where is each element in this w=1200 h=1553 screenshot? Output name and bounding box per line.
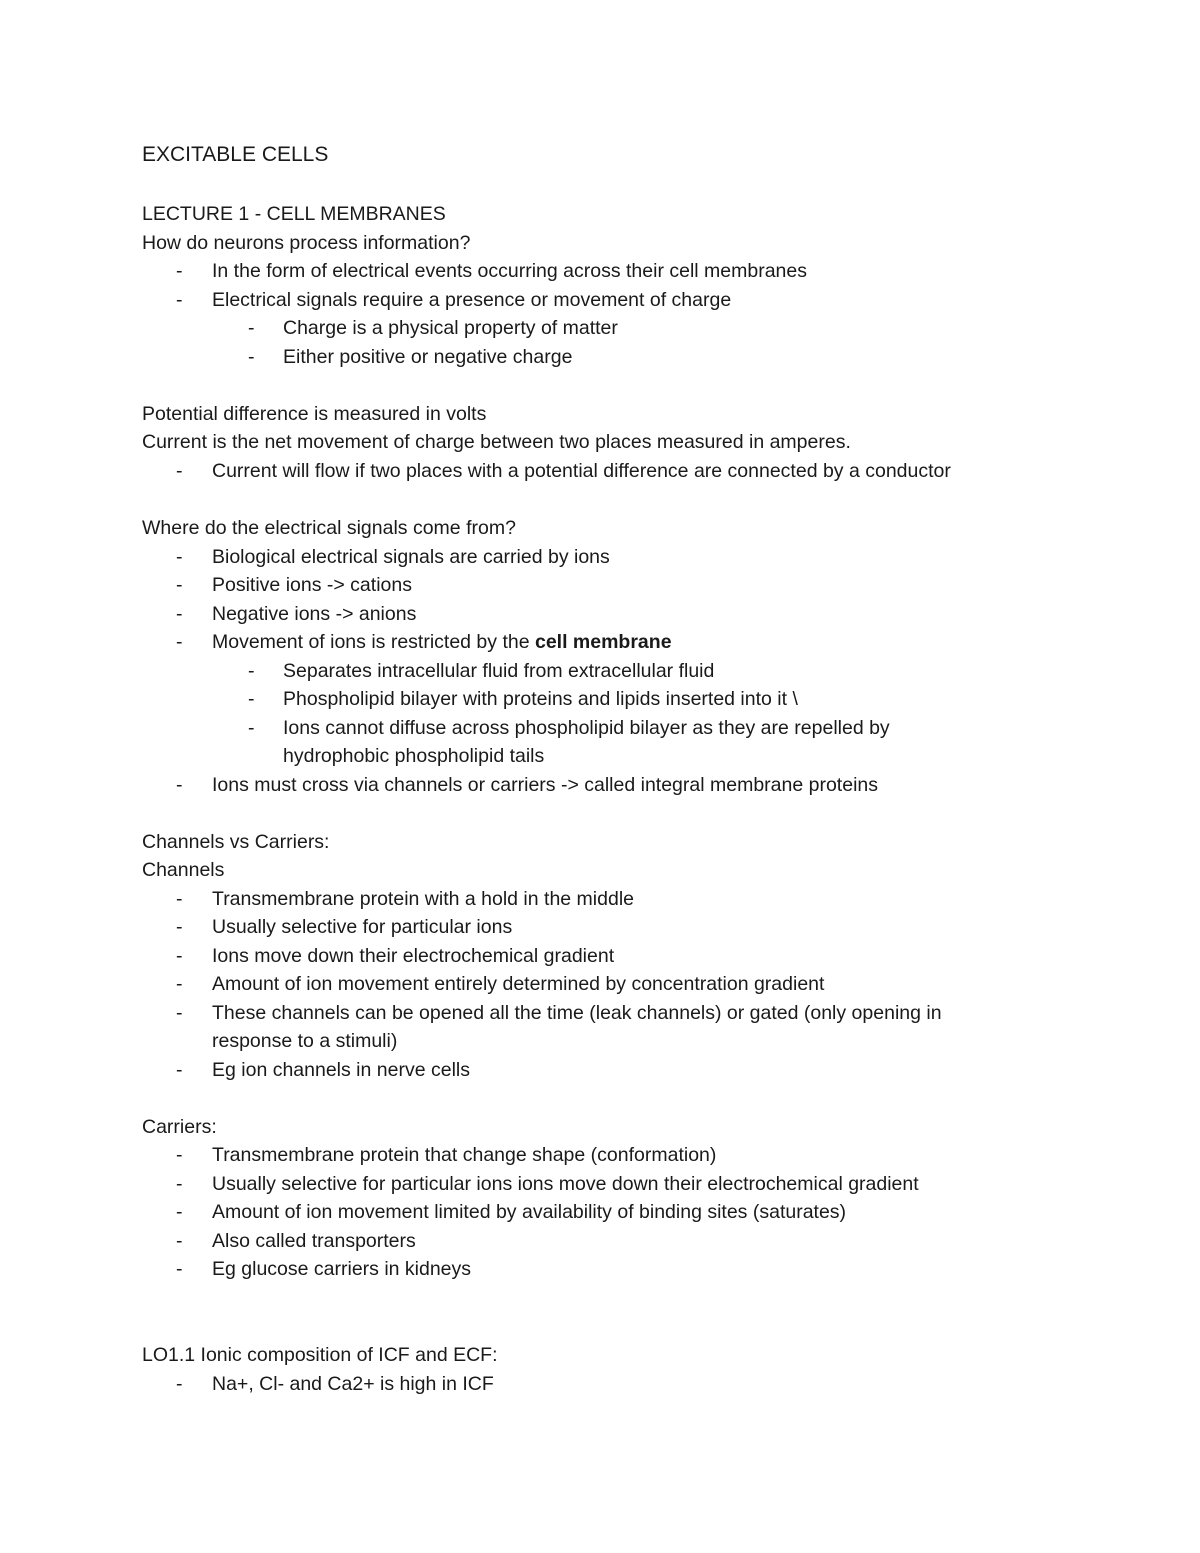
bullet-dash: - xyxy=(176,260,183,282)
sub-bullet-dash: - xyxy=(248,717,255,739)
bullet-integral-proteins: Ions must cross via channels or carriers -> called integral membrane proteins xyxy=(212,774,878,796)
bullet-dash: - xyxy=(176,1258,183,1280)
bullet-channel-gated-line1: These channels can be opened all the time (leak channels) or gated (only opening in xyxy=(212,1002,942,1024)
bullet-dash: - xyxy=(176,1059,183,1081)
sub-bullet-dash: - xyxy=(248,660,255,682)
bullet-channel-gated-line2: response to a stimuli) xyxy=(212,1030,398,1052)
sub-bullet-charge-property: Charge is a physical property of matter xyxy=(283,317,618,339)
bullet-dash: - xyxy=(176,973,183,995)
question-signals-origin: Where do the electrical signals come from? xyxy=(142,517,516,539)
bullet-dash: - xyxy=(176,1002,183,1024)
question-neurons: How do neurons process information? xyxy=(142,232,471,254)
current-definition-line: Current is the net movement of charge between two places measured in amperes. xyxy=(142,431,851,453)
sub-bullet-dash: - xyxy=(248,317,255,339)
bullet-current-flow: Current will flow if two places with a potential difference are connected by a conductor xyxy=(212,460,951,482)
document-title: EXCITABLE CELLS xyxy=(142,143,329,166)
lecture-heading: LECTURE 1 - CELL MEMBRANES xyxy=(142,203,446,225)
bullet-dash: - xyxy=(176,888,183,910)
bullet-cations: Positive ions -> cations xyxy=(212,574,412,596)
bold-term-cell-membrane: cell membrane xyxy=(534,631,672,653)
bullet-dash: - xyxy=(176,289,183,311)
sub-bullet-dash: - xyxy=(248,688,255,710)
sub-bullet-separates-fluids: Separates intracellular fluid from extracellular fluid xyxy=(283,660,715,682)
bullet-carrier-example: Eg glucose carriers in kidneys xyxy=(212,1258,472,1280)
bullet-dash: - xyxy=(176,460,183,482)
sub-bullet-ions-repelled-line1: Ions cannot diffuse across phospholipid bilayer as they are repelled by xyxy=(283,717,890,739)
sub-bullet-charge-sign: Either positive or negative charge xyxy=(283,346,573,368)
lo-heading: LO1.1 Ionic composition of ICF and ECF: xyxy=(142,1344,498,1366)
bullet-dash: - xyxy=(176,631,183,653)
bullet-dash: - xyxy=(176,603,183,625)
bullet-dash: - xyxy=(176,1230,183,1252)
bullet-dash: - xyxy=(176,1201,183,1223)
bullet-carrier-conformation: Transmembrane protein that change shape (conformation) xyxy=(212,1144,717,1166)
bullet-anions: Negative ions -> anions xyxy=(212,603,417,625)
bullet-channel-selective: Usually selective for particular ions xyxy=(212,916,513,938)
sub-bullet-dash: - xyxy=(248,346,255,368)
bullet-channel-amount: Amount of ion movement entirely determined by concentration gradient xyxy=(212,973,825,995)
bullet-dash: - xyxy=(176,945,183,967)
bullet-dash: - xyxy=(176,1144,183,1166)
channels-vs-carriers-heading: Channels vs Carriers: xyxy=(142,831,330,853)
bullet-carrier-selective: Usually selective for particular ions ions move down their electrochemical gradient xyxy=(212,1173,919,1195)
bullet-dash: - xyxy=(176,1373,183,1395)
sub-bullet-phospholipid-bilayer: Phospholipid bilayer with proteins and lipids inserted into it \ xyxy=(283,688,798,710)
bullet-cell-membrane-text: Movement of ions is restricted by the xyxy=(212,631,535,653)
bullet-ions-carry-signals: Biological electrical signals are carried by ions xyxy=(212,546,610,568)
channels-heading: Channels xyxy=(142,859,225,881)
bullet-channel-example: Eg ion channels in nerve cells xyxy=(212,1059,470,1081)
bullet-carrier-saturates: Amount of ion movement limited by availability of binding sites (saturates) xyxy=(212,1201,847,1223)
bullet-dash: - xyxy=(176,1173,183,1195)
carriers-heading: Carriers: xyxy=(142,1116,217,1138)
bullet-icf-ions: Na+, Cl- and Ca2+ is high in ICF xyxy=(212,1373,494,1395)
bullet-cell-membrane xyxy=(212,630,672,654)
bullet-dash: - xyxy=(176,774,183,796)
bullet-electrical-signals: Electrical signals require a presence or movement of charge xyxy=(212,289,732,311)
potential-difference-line: Potential difference is measured in volts xyxy=(142,403,487,425)
sub-bullet-ions-repelled-line2: hydrophobic phospholipid tails xyxy=(283,745,545,767)
bullet-dash: - xyxy=(176,574,183,596)
bullet-channel-transmembrane: Transmembrane protein with a hold in the middle xyxy=(212,888,634,910)
bullet-dash: - xyxy=(176,546,183,568)
bullet-carrier-transporters: Also called transporters xyxy=(212,1230,416,1252)
bullet-electrical-events: In the form of electrical events occurring across their cell membranes xyxy=(212,260,807,282)
bullet-channel-gradient: Ions move down their electrochemical gradient xyxy=(212,945,615,967)
bullet-dash: - xyxy=(176,916,183,938)
